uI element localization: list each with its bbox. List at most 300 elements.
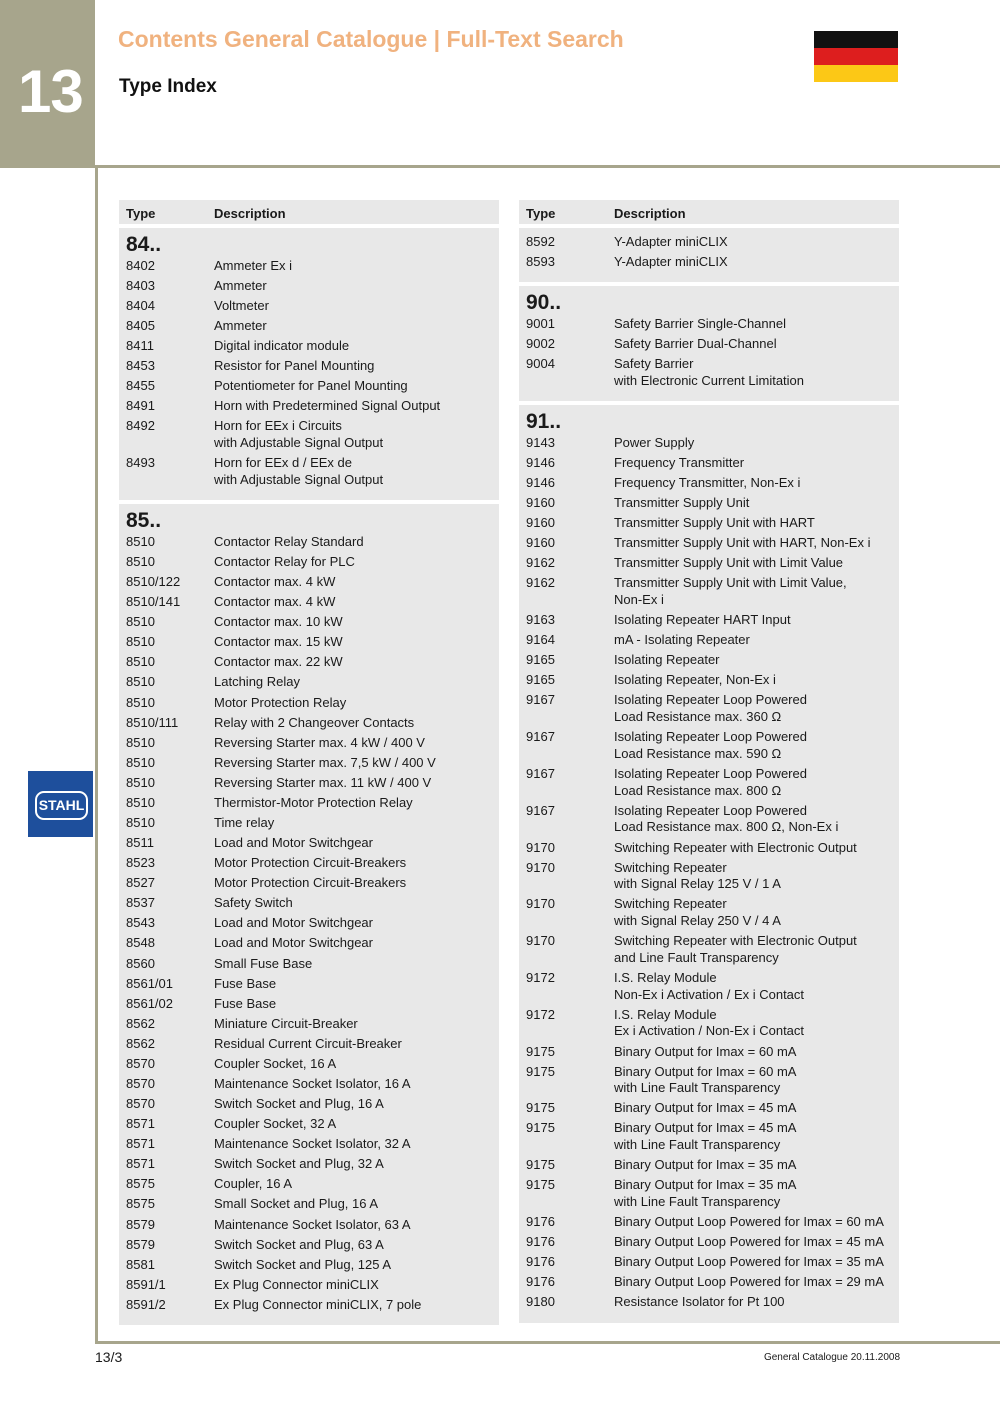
type-description xyxy=(214,594,499,611)
table-row[interactable] xyxy=(119,356,499,376)
table-row[interactable] xyxy=(119,1255,499,1275)
type-description xyxy=(214,398,499,415)
table-row[interactable] xyxy=(119,894,499,914)
type-number: 9163 xyxy=(526,612,555,628)
table-row[interactable] xyxy=(119,296,499,316)
type-description xyxy=(614,933,899,966)
table-row[interactable] xyxy=(119,954,499,974)
table-row[interactable] xyxy=(519,895,899,932)
type-group-title: 85.. xyxy=(126,509,162,533)
type-number: 9146 xyxy=(526,474,555,490)
description-line: Maintenance Socket Isolator, 63 A xyxy=(214,1216,411,1232)
type-number: 9172 xyxy=(526,969,555,985)
description-line: I.S. Relay Module xyxy=(614,969,717,985)
table-row[interactable] xyxy=(519,610,899,630)
table-row[interactable] xyxy=(119,316,499,336)
type-description xyxy=(614,1214,899,1231)
page-title: Type Index xyxy=(119,76,217,97)
catalogue-date: General Catalogue 20.11.2008 xyxy=(763,1352,900,1363)
type-description xyxy=(614,316,899,333)
description-line: Safety Barrier Dual-Channel xyxy=(614,335,777,351)
type-description xyxy=(214,1196,499,1213)
table-row[interactable] xyxy=(119,256,499,276)
type-number: 9160 xyxy=(526,495,555,511)
table-row[interactable] xyxy=(519,533,899,553)
table-row[interactable] xyxy=(119,653,499,673)
table-row[interactable] xyxy=(519,728,899,765)
table-row[interactable] xyxy=(119,773,499,793)
table-row[interactable] xyxy=(519,513,899,533)
type-description xyxy=(614,1254,899,1271)
description-line: Switch Socket and Plug, 125 A xyxy=(214,1256,392,1272)
bottom-divider xyxy=(95,1341,1000,1344)
type-description xyxy=(214,1176,499,1193)
type-description xyxy=(214,574,499,591)
type-description xyxy=(614,1157,899,1174)
table-row[interactable] xyxy=(119,1235,499,1255)
type-number: 8492 xyxy=(126,418,155,434)
type-number: 9164 xyxy=(526,632,555,648)
type-group xyxy=(519,228,899,282)
description-column-header: Description xyxy=(214,206,286,221)
german-flag-icon[interactable] xyxy=(814,31,898,82)
type-description xyxy=(214,1016,499,1033)
description-line: Isolating Repeater, Non-Ex i xyxy=(614,672,776,688)
description-line: mA - Isolating Repeater xyxy=(614,632,750,648)
table-row[interactable] xyxy=(519,858,899,895)
description-line: I.S. Relay Module xyxy=(614,1006,717,1022)
table-row[interactable] xyxy=(519,631,899,651)
type-description xyxy=(214,634,499,651)
description-line: Contactor Relay for PLC xyxy=(214,553,355,569)
table-row[interactable] xyxy=(119,833,499,853)
table-row[interactable] xyxy=(519,1253,899,1273)
type-number: 8510 xyxy=(126,674,155,690)
type-number: 8561/01 xyxy=(126,975,173,991)
type-group xyxy=(519,405,899,1323)
type-description xyxy=(214,614,499,631)
type-number: 9146 xyxy=(526,454,555,470)
description-line: Coupler Socket, 16 A xyxy=(214,1055,337,1071)
table-row[interactable] xyxy=(519,838,899,858)
table-row[interactable] xyxy=(519,1119,899,1156)
table-row[interactable] xyxy=(119,532,499,552)
table-row[interactable] xyxy=(119,336,499,356)
table-row[interactable] xyxy=(519,314,899,334)
description-line: with Signal Relay 125 V / 1 A xyxy=(614,876,781,892)
type-group xyxy=(519,286,899,401)
type-description xyxy=(214,695,499,712)
table-row[interactable] xyxy=(119,453,499,490)
table-row[interactable] xyxy=(119,733,499,753)
description-line: Contactor max. 4 kW xyxy=(214,594,336,610)
table-row[interactable] xyxy=(519,1233,899,1253)
type-number: 8523 xyxy=(126,855,155,871)
table-row[interactable] xyxy=(119,376,499,396)
type-number: 9004 xyxy=(526,356,555,371)
type-description xyxy=(614,1234,899,1251)
description-line: Motor Protection Circuit-Breakers xyxy=(214,855,407,871)
type-number: 9165 xyxy=(526,672,555,688)
type-description xyxy=(614,515,899,532)
description-line: Coupler, 16 A xyxy=(214,1176,293,1192)
type-number: 9175 xyxy=(526,1063,555,1079)
description-line: Binary Output Loop Powered for Imax = 45 mA xyxy=(614,1234,884,1250)
type-number: 8402 xyxy=(126,257,155,273)
type-number: 9175 xyxy=(526,1043,555,1059)
type-column-header: Type xyxy=(526,206,556,221)
type-description xyxy=(614,860,899,893)
table-header xyxy=(519,200,899,224)
type-description xyxy=(614,1177,899,1210)
type-number: 9175 xyxy=(526,1157,555,1173)
description-line: Resistance Isolator for Pt 100 xyxy=(614,1294,785,1310)
description-column-header: Description xyxy=(614,206,686,221)
table-row[interactable] xyxy=(119,397,499,417)
type-description xyxy=(214,674,499,691)
table-row[interactable] xyxy=(519,801,899,838)
type-number: 9176 xyxy=(526,1214,555,1230)
table-row[interactable] xyxy=(519,932,899,969)
description-line: Binary Output for Imax = 60 mA xyxy=(614,1063,797,1079)
table-row[interactable] xyxy=(519,1156,899,1176)
type-description xyxy=(214,418,499,451)
type-number: 8537 xyxy=(126,895,155,911)
type-group-title: 84.. xyxy=(126,233,162,256)
table-row[interactable] xyxy=(119,552,499,572)
type-description xyxy=(214,895,499,912)
type-description xyxy=(214,1156,499,1173)
description-line: and Line Fault Transparency xyxy=(614,949,779,965)
description-line: Fuse Base xyxy=(214,995,277,1011)
type-number: 8592 xyxy=(526,233,555,249)
table-row[interactable] xyxy=(519,764,899,801)
table-row[interactable] xyxy=(119,417,499,454)
type-number: 8510/111 xyxy=(126,714,179,730)
type-number: 8510 xyxy=(126,694,155,710)
type-number: 8510 xyxy=(126,654,155,670)
table-row[interactable] xyxy=(519,252,899,272)
description-line: Isolating Repeater Loop Powered xyxy=(614,692,807,708)
table-row[interactable] xyxy=(119,1275,499,1295)
description-line: Transmitter Supply Unit with Limit Value, xyxy=(614,575,847,591)
table-row[interactable] xyxy=(119,1034,499,1054)
type-number: 9162 xyxy=(526,555,555,571)
flag-stripe-gold xyxy=(814,65,898,82)
description-line: Switch Socket and Plug, 32 A xyxy=(214,1156,384,1172)
table-row[interactable] xyxy=(519,1042,899,1062)
type-description xyxy=(214,455,499,488)
type-description xyxy=(614,970,899,1003)
type-description xyxy=(614,766,899,799)
type-description xyxy=(214,1116,499,1133)
type-description xyxy=(614,336,899,353)
table-row[interactable] xyxy=(519,493,899,513)
type-number: 8579 xyxy=(126,1216,155,1232)
description-line: Load and Motor Switchgear xyxy=(214,935,373,951)
table-row[interactable] xyxy=(519,554,899,574)
type-number: 9175 xyxy=(526,1100,555,1116)
type-number: 8403 xyxy=(126,277,155,293)
description-line: Horn for EEx i Circuits xyxy=(214,418,342,434)
type-description xyxy=(614,729,899,762)
type-description xyxy=(214,1076,499,1093)
type-group-title: 90.. xyxy=(526,291,562,315)
table-row[interactable] xyxy=(119,1295,499,1315)
description-line: Contactor Relay Standard xyxy=(214,533,364,549)
type-description xyxy=(214,855,499,872)
description-line: Small Fuse Base xyxy=(214,955,313,971)
type-number: 9180 xyxy=(526,1294,555,1310)
type-number: 9167 xyxy=(526,692,555,708)
type-description xyxy=(214,358,499,375)
table-row[interactable] xyxy=(519,1005,899,1042)
type-number: 8571 xyxy=(126,1116,155,1132)
type-number: 8562 xyxy=(126,1035,155,1051)
table-row[interactable] xyxy=(119,673,499,693)
description-line: with Line Fault Transparency xyxy=(614,1080,781,1096)
type-number: 9165 xyxy=(526,652,555,668)
table-row[interactable] xyxy=(519,1212,899,1232)
left-divider xyxy=(95,168,98,1344)
description-line: with Electronic Current Limitation xyxy=(614,372,805,388)
description-line: Switching Repeater with Electronic Output xyxy=(614,933,857,949)
type-group xyxy=(119,504,499,1325)
table-row[interactable] xyxy=(119,1195,499,1215)
table-row[interactable] xyxy=(519,574,899,611)
table-row[interactable] xyxy=(519,968,899,1005)
table-row[interactable] xyxy=(519,232,899,252)
type-description xyxy=(614,1100,899,1117)
type-description xyxy=(214,1217,499,1234)
description-line: Safety Barrier Single-Channel xyxy=(614,315,786,331)
type-description xyxy=(214,1297,499,1314)
type-description xyxy=(214,1036,499,1053)
table-row[interactable] xyxy=(519,691,899,728)
description-line: Binary Output Loop Powered for Imax = 29 mA xyxy=(614,1274,884,1290)
description-line: Reversing Starter max. 11 kW / 400 V xyxy=(214,774,432,790)
description-line: Safety Barrier xyxy=(614,356,694,371)
description-line: Ammeter xyxy=(214,317,267,333)
type-description xyxy=(214,795,499,812)
description-line: Switching Repeater xyxy=(614,859,727,875)
type-description xyxy=(214,715,499,732)
type-description xyxy=(214,554,499,571)
type-description xyxy=(214,338,499,355)
type-description xyxy=(614,535,899,552)
table-row[interactable] xyxy=(119,1114,499,1134)
table-row[interactable] xyxy=(119,1094,499,1114)
table-row[interactable] xyxy=(119,1135,499,1155)
description-line: with Adjustable Signal Output xyxy=(214,471,384,487)
type-description xyxy=(214,976,499,993)
chapter-tab xyxy=(0,0,95,168)
description-line: Resistor for Panel Mounting xyxy=(214,358,375,374)
description-line: Load and Motor Switchgear xyxy=(214,915,373,931)
type-description xyxy=(614,632,899,649)
type-number: 8510 xyxy=(126,774,155,790)
type-number: 8543 xyxy=(126,915,155,931)
description-line: Load and Motor Switchgear xyxy=(214,835,373,851)
table-row[interactable] xyxy=(519,1099,899,1119)
type-number: 9001 xyxy=(526,315,555,331)
description-line: Frequency Transmitter, Non-Ex i xyxy=(614,474,801,490)
table-row[interactable] xyxy=(519,453,899,473)
description-line: Fuse Base xyxy=(214,975,277,991)
table-row[interactable] xyxy=(119,994,499,1014)
type-number: 9170 xyxy=(526,896,555,912)
type-number: 8575 xyxy=(126,1196,155,1212)
description-line: Load Resistance max. 590 Ω xyxy=(614,745,782,761)
table-row[interactable] xyxy=(519,1293,899,1313)
type-index-column-left xyxy=(119,200,499,1325)
description-line: Reversing Starter max. 7,5 kW / 400 V xyxy=(214,754,436,770)
table-row[interactable] xyxy=(119,934,499,954)
description-line: Y-Adapter miniCLIX xyxy=(614,233,728,249)
type-number: 8561/02 xyxy=(126,995,173,1011)
table-row[interactable] xyxy=(119,813,499,833)
table-row[interactable] xyxy=(119,1074,499,1094)
type-description xyxy=(614,692,899,725)
type-description xyxy=(214,298,499,315)
type-number: 9143 xyxy=(526,434,555,450)
type-description xyxy=(614,840,899,857)
description-line: Motor Protection Circuit-Breakers xyxy=(214,875,407,891)
table-row[interactable] xyxy=(519,1176,899,1213)
type-description xyxy=(614,612,899,629)
table-row[interactable] xyxy=(119,572,499,592)
table-row[interactable] xyxy=(119,713,499,733)
description-line: Isolating Repeater Loop Powered xyxy=(614,729,807,745)
table-row[interactable] xyxy=(119,793,499,813)
type-description xyxy=(214,956,499,973)
type-number: 8404 xyxy=(126,297,155,313)
type-description xyxy=(614,1120,899,1153)
table-row[interactable] xyxy=(119,853,499,873)
table-row[interactable] xyxy=(119,1155,499,1175)
table-row[interactable] xyxy=(119,914,499,934)
description-line: Load Resistance max. 800 Ω, Non-Ex i xyxy=(614,819,839,835)
type-number: 9167 xyxy=(526,765,555,781)
description-line: Isolating Repeater xyxy=(614,652,720,668)
type-description xyxy=(614,896,899,929)
type-number: 8575 xyxy=(126,1176,155,1192)
table-row[interactable] xyxy=(519,334,899,354)
description-line: Ex Plug Connector miniCLIX, 7 pole xyxy=(214,1296,422,1312)
table-row[interactable] xyxy=(519,671,899,691)
description-line: Binary Output for Imax = 45 mA xyxy=(614,1120,797,1136)
type-number: 8491 xyxy=(126,398,155,414)
table-row[interactable] xyxy=(519,1062,899,1099)
type-number: 8510/122 xyxy=(126,574,181,590)
description-line: Binary Output for Imax = 35 mA xyxy=(614,1177,797,1193)
type-description xyxy=(614,234,899,251)
type-number: 8511 xyxy=(126,835,154,851)
description-line: Ex Plug Connector miniCLIX xyxy=(214,1276,379,1292)
table-row[interactable] xyxy=(119,693,499,713)
type-group xyxy=(119,228,499,500)
table-row[interactable] xyxy=(119,1175,499,1195)
type-number: 8453 xyxy=(126,358,155,374)
table-row[interactable] xyxy=(519,433,899,453)
table-row[interactable] xyxy=(119,613,499,633)
type-description xyxy=(214,755,499,772)
type-number: 9170 xyxy=(526,933,555,949)
description-line: Transmitter Supply Unit xyxy=(614,495,750,511)
description-line: Voltmeter xyxy=(214,297,269,313)
description-line: Latching Relay xyxy=(214,674,300,690)
table-row[interactable] xyxy=(119,1014,499,1034)
table-row[interactable] xyxy=(519,354,899,391)
type-description xyxy=(214,1056,499,1073)
description-line: with Signal Relay 250 V / 4 A xyxy=(614,913,781,929)
type-description xyxy=(214,735,499,752)
table-row[interactable] xyxy=(519,1273,899,1293)
type-number: 8560 xyxy=(126,955,155,971)
description-line: Binary Output for Imax = 35 mA xyxy=(614,1157,797,1173)
table-row[interactable] xyxy=(519,473,899,493)
type-number: 8455 xyxy=(126,378,155,394)
type-number: 9162 xyxy=(526,575,555,591)
type-description xyxy=(214,278,499,295)
table-row[interactable] xyxy=(119,874,499,894)
table-row[interactable] xyxy=(119,974,499,994)
type-group-title: 91.. xyxy=(526,410,562,434)
description-line: Binary Output for Imax = 60 mA xyxy=(614,1043,797,1059)
description-line: Digital indicator module xyxy=(214,338,350,353)
type-number: 8510 xyxy=(126,614,155,630)
table-row[interactable] xyxy=(119,1215,499,1235)
type-description xyxy=(614,475,899,492)
type-number: 8593 xyxy=(526,253,555,269)
description-line: Isolating Repeater Loop Powered xyxy=(614,802,807,818)
type-description xyxy=(214,654,499,671)
type-number: 8579 xyxy=(126,1236,155,1252)
description-line: Small Socket and Plug, 16 A xyxy=(214,1196,379,1212)
description-line: Non-Ex i Activation / Ex i Contact xyxy=(614,986,805,1002)
type-number: 8411 xyxy=(126,338,154,353)
type-description xyxy=(614,1294,899,1311)
type-number: 8493 xyxy=(126,455,155,471)
type-blocks xyxy=(119,228,499,1325)
description-line: Reversing Starter max. 4 kW / 400 V xyxy=(214,734,425,750)
description-line: Contactor max. 10 kW xyxy=(214,614,343,630)
table-row[interactable] xyxy=(519,651,899,671)
type-description xyxy=(614,652,899,669)
type-number: 9160 xyxy=(526,515,555,531)
table-row[interactable] xyxy=(119,633,499,653)
type-description xyxy=(214,996,499,1013)
type-number: 8510 xyxy=(126,814,155,830)
type-number: 9175 xyxy=(526,1120,555,1136)
table-row[interactable] xyxy=(119,276,499,296)
type-number: 8510 xyxy=(126,734,155,750)
table-row[interactable] xyxy=(119,1054,499,1074)
table-row[interactable] xyxy=(119,592,499,612)
type-number: 8570 xyxy=(126,1075,155,1091)
type-description xyxy=(614,672,899,689)
table-row[interactable] xyxy=(119,753,499,773)
type-description xyxy=(614,495,899,512)
type-description xyxy=(614,803,899,836)
type-description xyxy=(614,1007,899,1040)
description-line: Frequency Transmitter xyxy=(614,454,745,470)
type-description xyxy=(614,254,899,271)
type-description xyxy=(214,835,499,852)
description-line: Ammeter Ex i xyxy=(214,257,293,273)
catalogue-title[interactable]: Contents General Catalogue | Full-Text Search xyxy=(118,26,624,52)
description-line: Power Supply xyxy=(614,434,695,450)
